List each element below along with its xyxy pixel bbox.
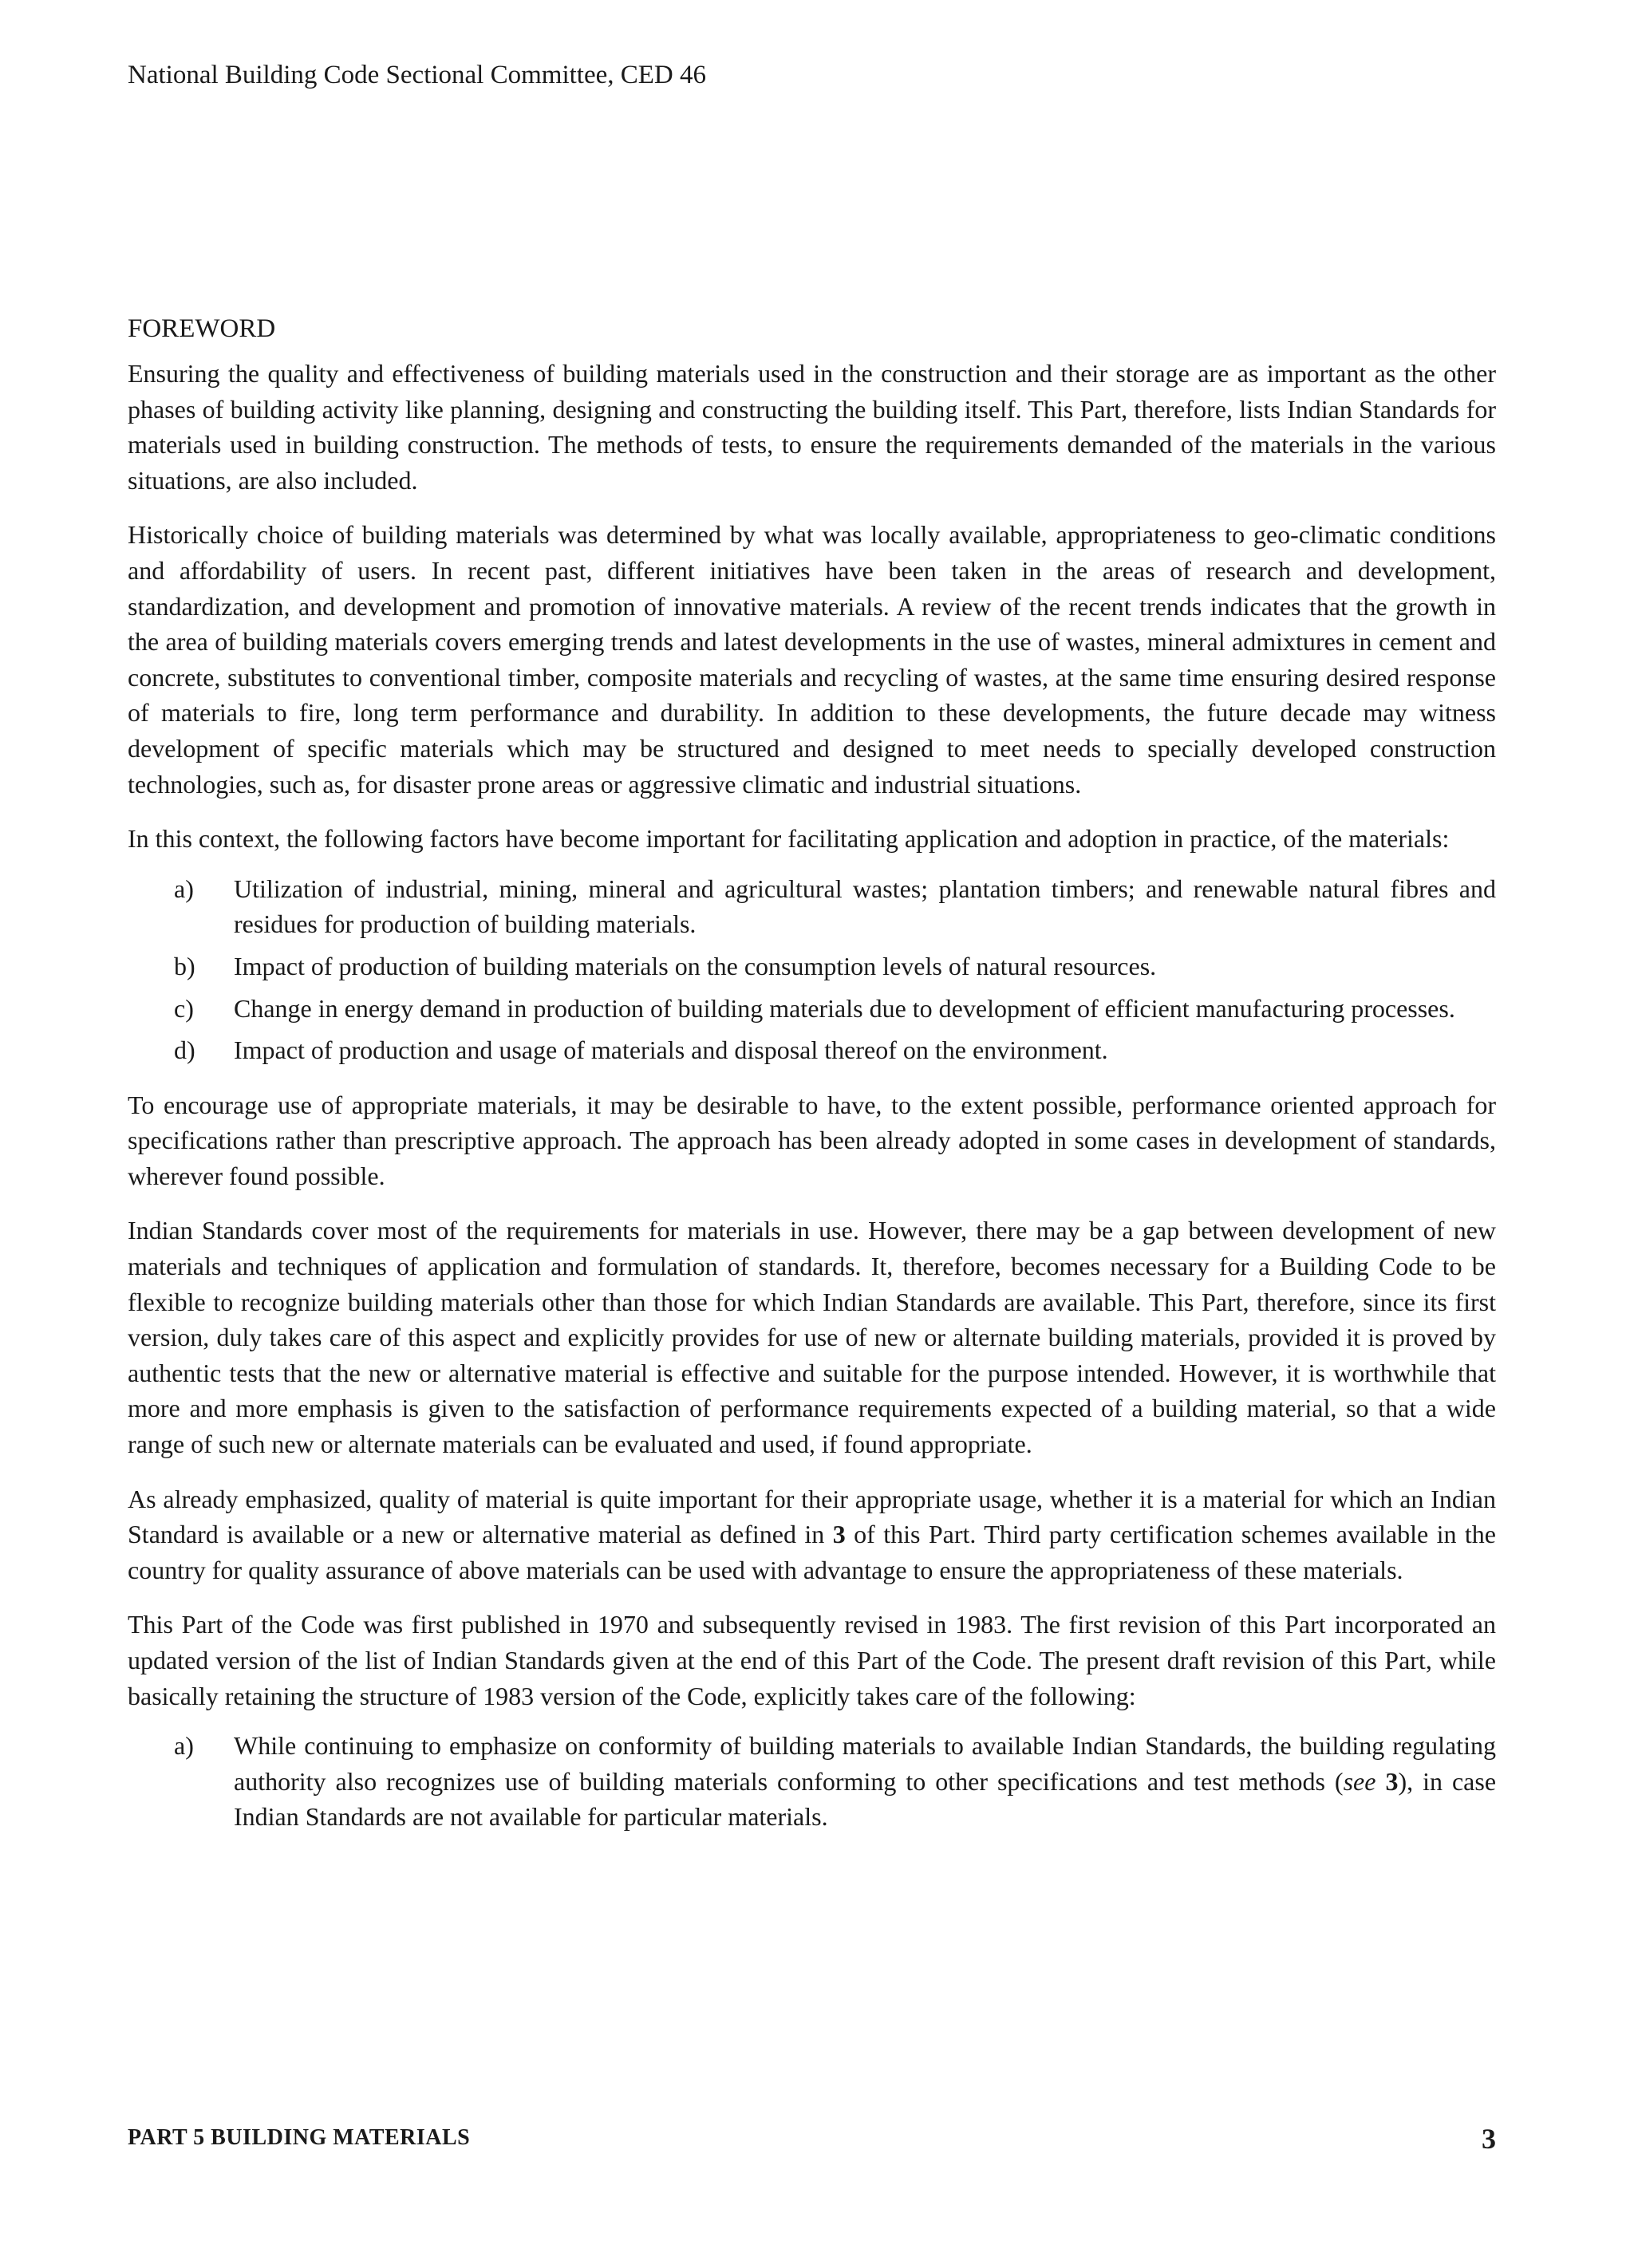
foreword-paragraph-4: To encourage use of appropriate materials, it may be desirable to have, to the extent possible, performance oriented approach for specifications rather than prescriptive approach. The approach has been already adopted in some cases in development of standards, wherever found possible. [128, 1090, 1496, 1190]
page-header: National Building Code Sectional Committee, CED 46 [128, 61, 707, 89]
clause-reference: 3 [1385, 1766, 1399, 1796]
foreword-paragraph-1: Ensuring the quality and effectiveness of building materials used in the construction and their storage are as important as the other phases of building activity like planning, designing and constructing the building itself. This Part, therefore, lists Indian Standards for materials used in building construction. The methods of tests, to ensure the requirements demanded of the materials in the various situations, are also included. [128, 359, 1496, 495]
paragraph-text: As already emphasized, quality of material is quite important for their appropriate usage, whether it is a material for which an Indian Standard is available or a new or alternative material as defined in [128, 1484, 1496, 1549]
list-item-text: Change in energy demand in production of building materials due to development of efficient manufacturing processes. [234, 993, 1455, 1023]
list-item-marker: a) [174, 874, 194, 903]
paragraph-text: of this Part. Third party certification schemes available in the country for quality assurance of above materials can be used with advantage to ensure the appropriateness of these materials. [128, 1520, 1497, 1584]
see-reference: see [1343, 1766, 1376, 1796]
list-item-marker: a) [174, 1731, 194, 1761]
list-item-marker: c) [174, 993, 194, 1023]
foreword-paragraph-7: This Part of the Code was first published in 1970 and subsequently revised in 1983. The first revision of this Part incorporated an updated version of the list of Indian Standards given at the end of this Part of the Code. The present draft revision of this Part, while basically retaining the structure of 1983 version of the Code, explicitly takes care of the following: [128, 1610, 1496, 1710]
foreword-heading: FOREWORD [128, 314, 276, 343]
page-number: 3 [1482, 2123, 1496, 2155]
clause-reference: 3 [832, 1520, 846, 1549]
list-item-marker: b) [174, 951, 195, 980]
list-item-text [234, 1731, 1496, 1831]
list-item [128, 991, 1496, 1027]
footer-part-label: PART 5 BUILDING MATERIALS [128, 2125, 471, 2150]
revision-list [128, 1728, 1496, 1835]
list-item-text: Impact of production of building materials on the consumption levels of natural resources. [234, 951, 1157, 980]
foreword-section [128, 311, 1496, 1854]
list-item-text-part: ), in case Indian Standards are not available for particular materials. [234, 1766, 1497, 1832]
document-page [128, 0, 1496, 2268]
list-item [128, 1728, 1496, 1835]
page-footer [128, 2122, 1496, 2162]
foreword-paragraph-5: Indian Standards cover most of the requirements for materials in use. However, there may be a gap between development of new materials and techniques of application and formulation of standards. It, therefore, becomes necessary for a Building Code to be flexible to recognize building materials other than those for which Indian Standards are available. This Part, therefore, since its first version, duly takes care of this aspect and explicitly provides for use of new or alternate building materials, provided it is proved by authentic tests that the new or alternative material is effective and suitable for the purpose intended. However, it is worthwhile that more and more emphasis is given to the satisfaction of performance requirements expected of a building material, so that a wide range of such new or alternate materials can be evaluated and used, if found appropriate. [128, 1216, 1496, 1459]
list-item [128, 1032, 1496, 1068]
foreword-paragraph-2: Historically choice of building materials was determined by what was locally available, appropriateness to geo-climatic conditions and affordability of users. In recent past, different initiatives have been taken in the areas of research and development, standardization, and development and promotion of innovative materials. A review of the recent trends indicates that the growth in the area of building materials covers emerging trends and latest developments in the use of wastes, mineral admixtures in cement and concrete, substitutes to conventional timber, composite materials and recycling of wastes, at the same time ensuring desired response of materials to fire, long term performance and durability. In addition to these developments, the future decade may witness development of specific materials which may be structured and designed to meet needs to specially developed construction technologies, such as, for disaster prone areas or aggressive climatic and industrial situations. [128, 520, 1496, 799]
list-item [128, 871, 1496, 942]
list-item [128, 949, 1496, 984]
list-item-marker: d) [174, 1035, 195, 1065]
list-item-text: Impact of production and usage of materials and disposal thereof on the environment. [234, 1035, 1108, 1065]
list-item-text: Utilization of industrial, mining, mineral and agricultural wastes; plantation timbers; and renewable natural fibres and residues for production of building materials. [234, 874, 1496, 939]
factors-list [128, 871, 1496, 1068]
foreword-paragraph-6 [128, 1481, 1496, 1588]
list-item-text-part: While continuing to emphasize on conformity of building materials to available Indian Standards, the building regulating authority also recognizes use of building materials conforming to other specifications and test methods ( [234, 1731, 1496, 1796]
foreword-paragraph-3: In this context, the following factors have become important for facilitating application and adoption in practice, of the materials: [128, 824, 1450, 854]
